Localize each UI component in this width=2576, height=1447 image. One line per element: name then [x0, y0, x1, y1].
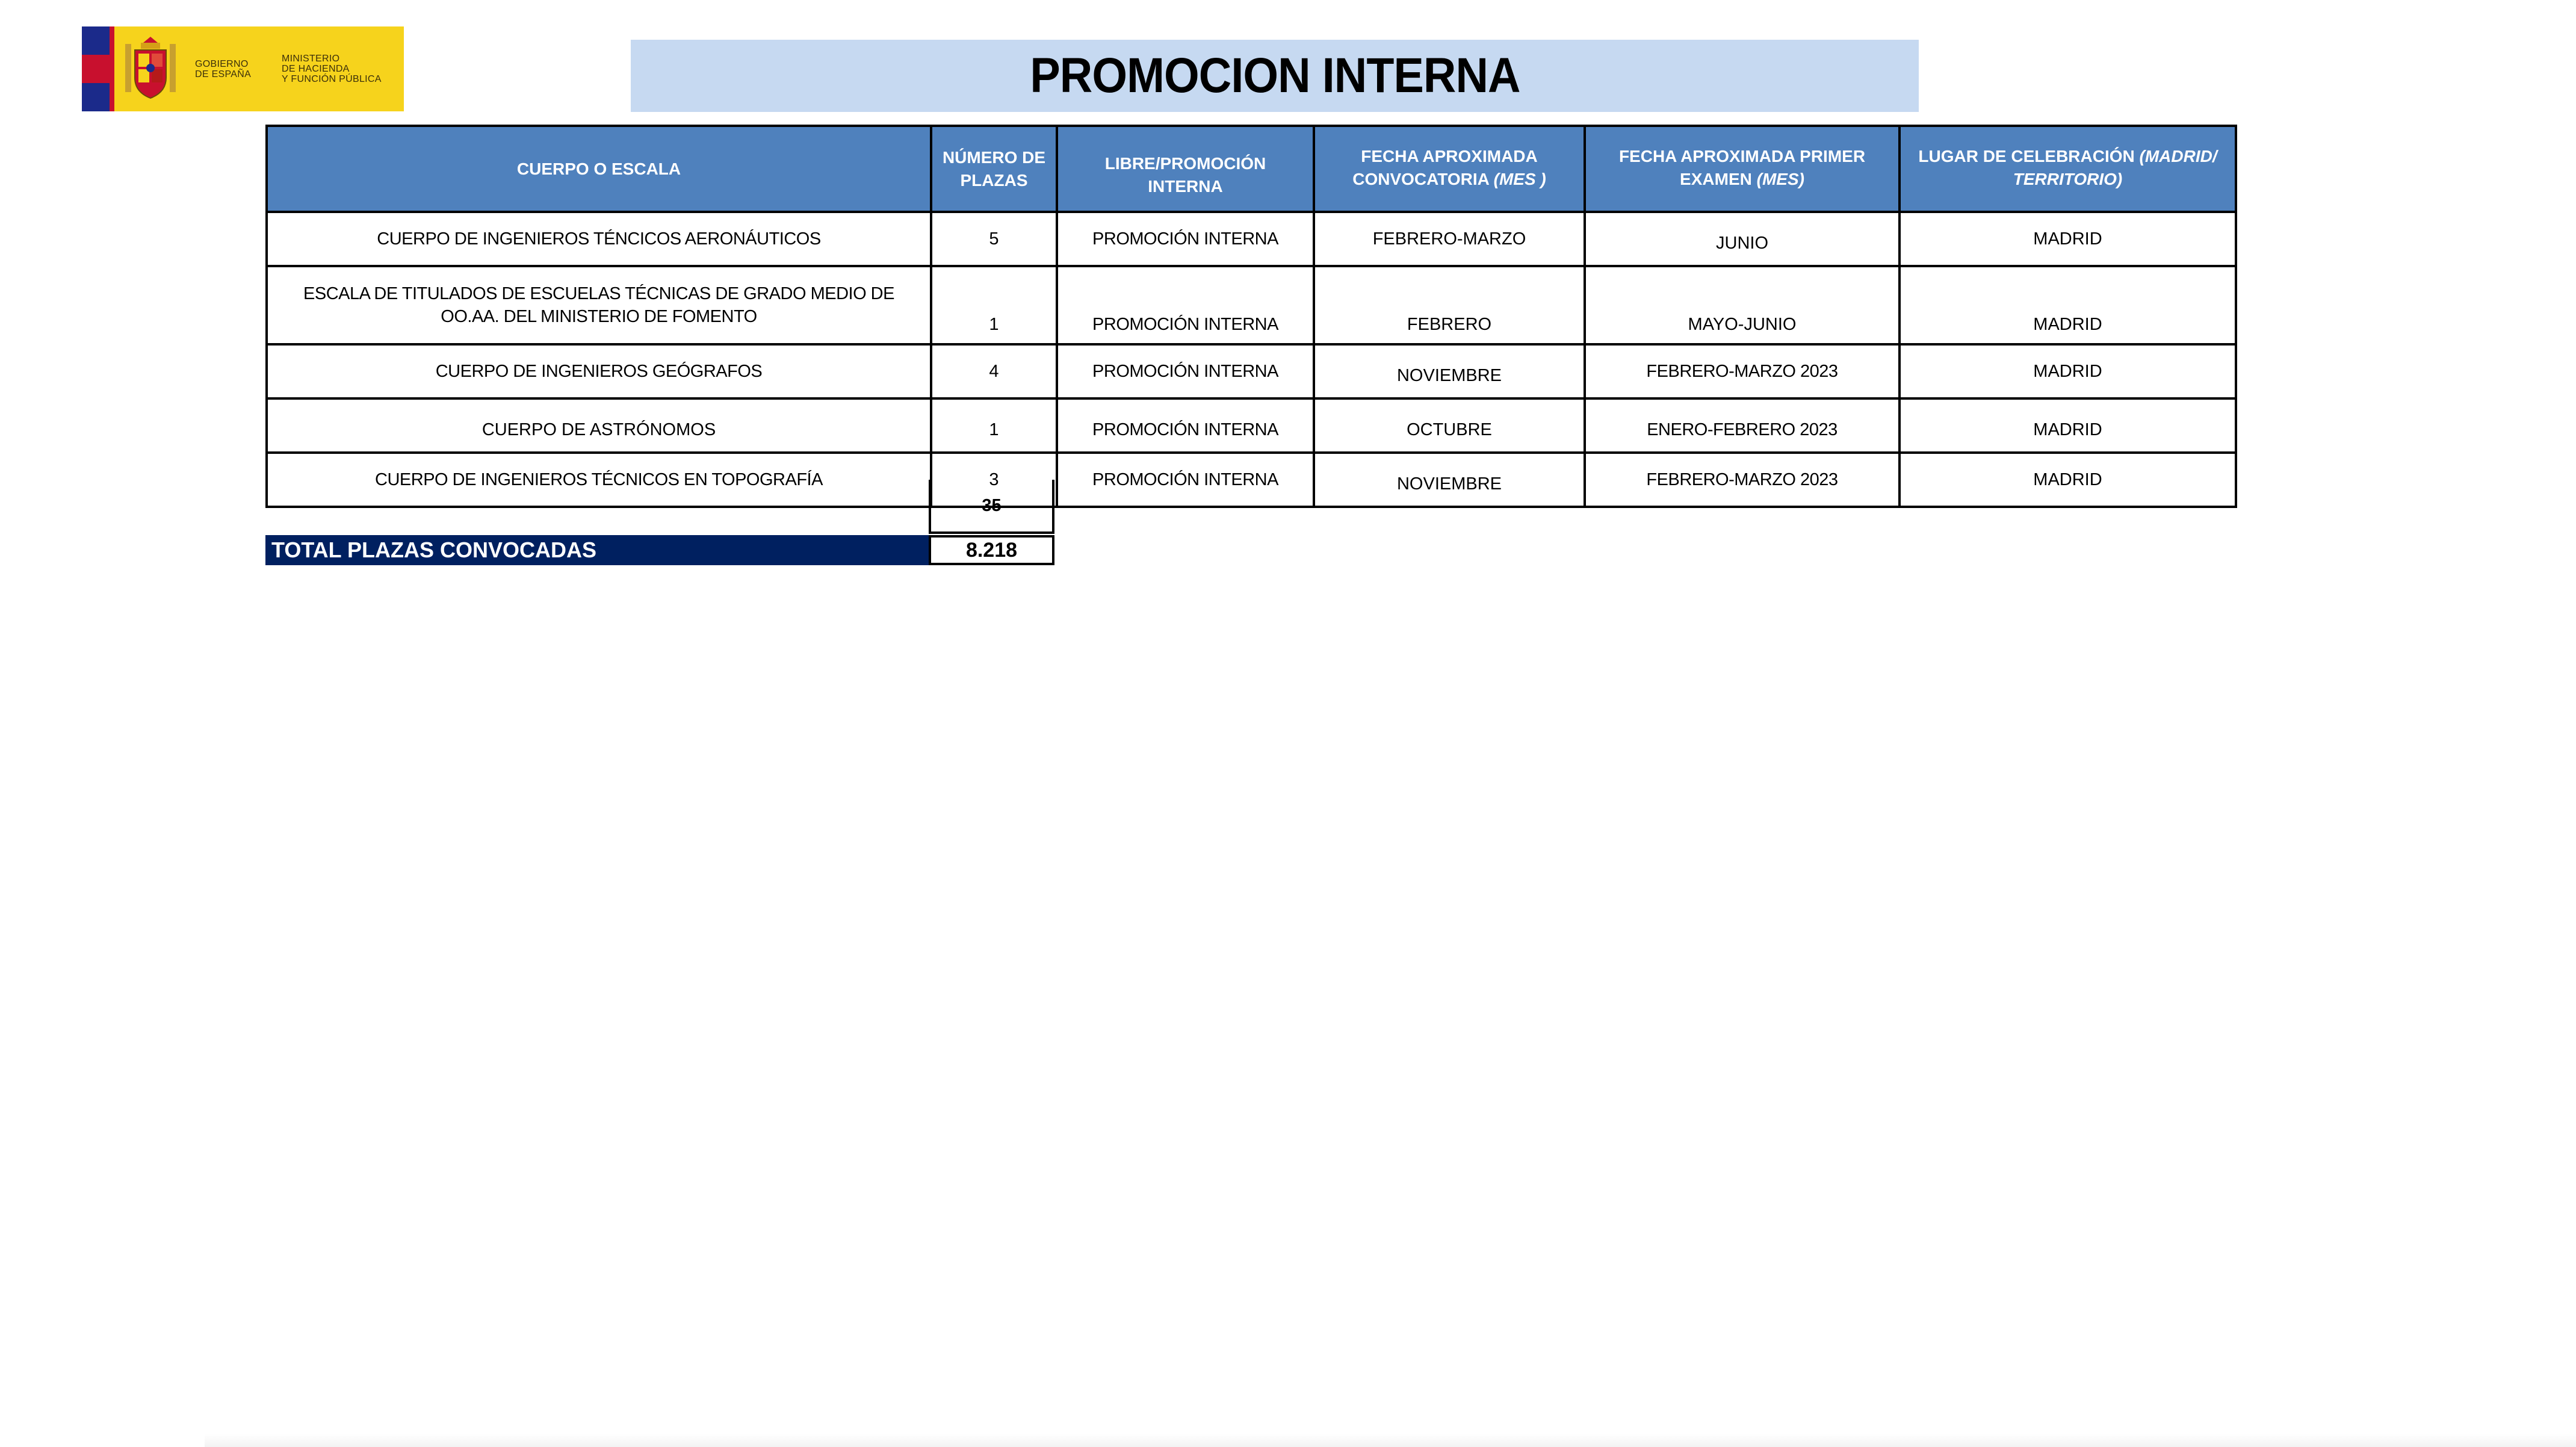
cell-plazas: 3 — [931, 453, 1057, 507]
logo-pillar — [110, 26, 114, 111]
table-row — [267, 453, 2236, 507]
cell-fecha-convocatoria: FEBRERO — [1314, 266, 1585, 344]
cell-libre: PROMOCIÓN INTERNA — [1057, 398, 1314, 453]
cell-plazas: 5 — [931, 212, 1057, 266]
header-plazas: NÚMERO DE PLAZAS — [931, 126, 1057, 212]
cell-plazas: 1 — [931, 266, 1057, 344]
table-row — [267, 212, 2236, 266]
plazas-table — [265, 125, 2237, 508]
header-cuerpo: CUERPO O ESCALA — [267, 126, 931, 212]
cell-lugar: MADRID — [1899, 453, 2236, 507]
table-row — [267, 266, 2236, 344]
cell-fecha-examen: JUNIO — [1585, 212, 1899, 266]
subtotal-value: 35 — [982, 495, 1002, 515]
cell-libre: PROMOCIÓN INTERNA — [1057, 453, 1314, 507]
cell-cuerpo: CUERPO DE ASTRÓNOMOS — [267, 398, 931, 453]
cell-cuerpo: CUERPO DE INGENIEROS GEÓGRAFOS — [267, 344, 931, 398]
cell-lugar: MADRID — [1899, 212, 2236, 266]
cell-fecha-convocatoria: OCTUBRE — [1314, 398, 1585, 453]
logo-text-gobierno: GOBIERNO DE ESPAÑA — [195, 58, 252, 79]
cell-fecha-convocatoria: NOVIEMBRE — [1314, 344, 1585, 398]
cell-libre: PROMOCIÓN INTERNA — [1057, 212, 1314, 266]
cell-fecha-convocatoria: NOVIEMBRE — [1314, 453, 1585, 507]
cell-fecha-examen: ENERO-FEBRERO 2023 — [1585, 398, 1899, 453]
cell-fecha-examen: FEBRERO-MARZO 2023 — [1585, 453, 1899, 507]
cell-plazas: 4 — [931, 344, 1057, 398]
cell-cuerpo: ESCALA DE TITULADOS DE ESCUELAS TÉCNICAS DE GRADO MEDIO DE OO.AA. DEL MINISTERIO DE FOMENTO — [267, 266, 931, 344]
page-title-banner — [631, 40, 1919, 112]
cell-cuerpo: CUERPO DE INGENIEROS TÉNCICOS AERONÁUTICOS — [267, 212, 931, 266]
header-fecha-examen: FECHA APROXIMADA PRIMER EXAMEN (MES) — [1585, 126, 1899, 212]
table-header-row — [267, 126, 2236, 212]
cell-fecha-examen: MAYO-JUNIO — [1585, 266, 1899, 344]
total-label-bar — [265, 535, 930, 565]
bottom-edge-shadow — [205, 1434, 2576, 1447]
coat-of-arms-icon — [114, 26, 187, 111]
cell-fecha-convocatoria: FEBRERO-MARZO — [1314, 212, 1585, 266]
logo-text-ministerio: MINISTERIO DE HACIENDA Y FUNCIÓN PÚBLICA — [282, 54, 382, 84]
cell-plazas: 1 — [931, 398, 1057, 453]
government-logo — [82, 26, 404, 111]
flag-bands — [82, 26, 110, 111]
cell-lugar: MADRID — [1899, 266, 2236, 344]
total-label: TOTAL PLAZAS CONVOCADAS — [271, 538, 597, 562]
table-row — [267, 398, 2236, 453]
header-libre: LIBRE/PROMOCIÓN INTERNA — [1057, 126, 1314, 212]
table-row — [267, 344, 2236, 398]
header-fecha-convocatoria: FECHA APROXIMADA CONVOCATORIA (MES ) — [1314, 126, 1585, 212]
cell-cuerpo: CUERPO DE INGENIEROS TÉCNICOS EN TOPOGRAFÍA — [267, 453, 931, 507]
cell-libre: PROMOCIÓN INTERNA — [1057, 344, 1314, 398]
page-title: PROMOCION INTERNA — [1029, 48, 1520, 103]
total-value-box — [929, 535, 1054, 565]
cell-lugar: MADRID — [1899, 398, 2236, 453]
cell-fecha-examen: FEBRERO-MARZO 2023 — [1585, 344, 1899, 398]
cell-lugar: MADRID — [1899, 344, 2236, 398]
cell-libre: PROMOCIÓN INTERNA — [1057, 266, 1314, 344]
subtotal-plazas — [929, 480, 1054, 534]
total-value: 8.218 — [965, 538, 1018, 562]
header-lugar: LUGAR DE CELEBRACIÓN (MADRID/ TERRITORIO) — [1899, 126, 2236, 212]
